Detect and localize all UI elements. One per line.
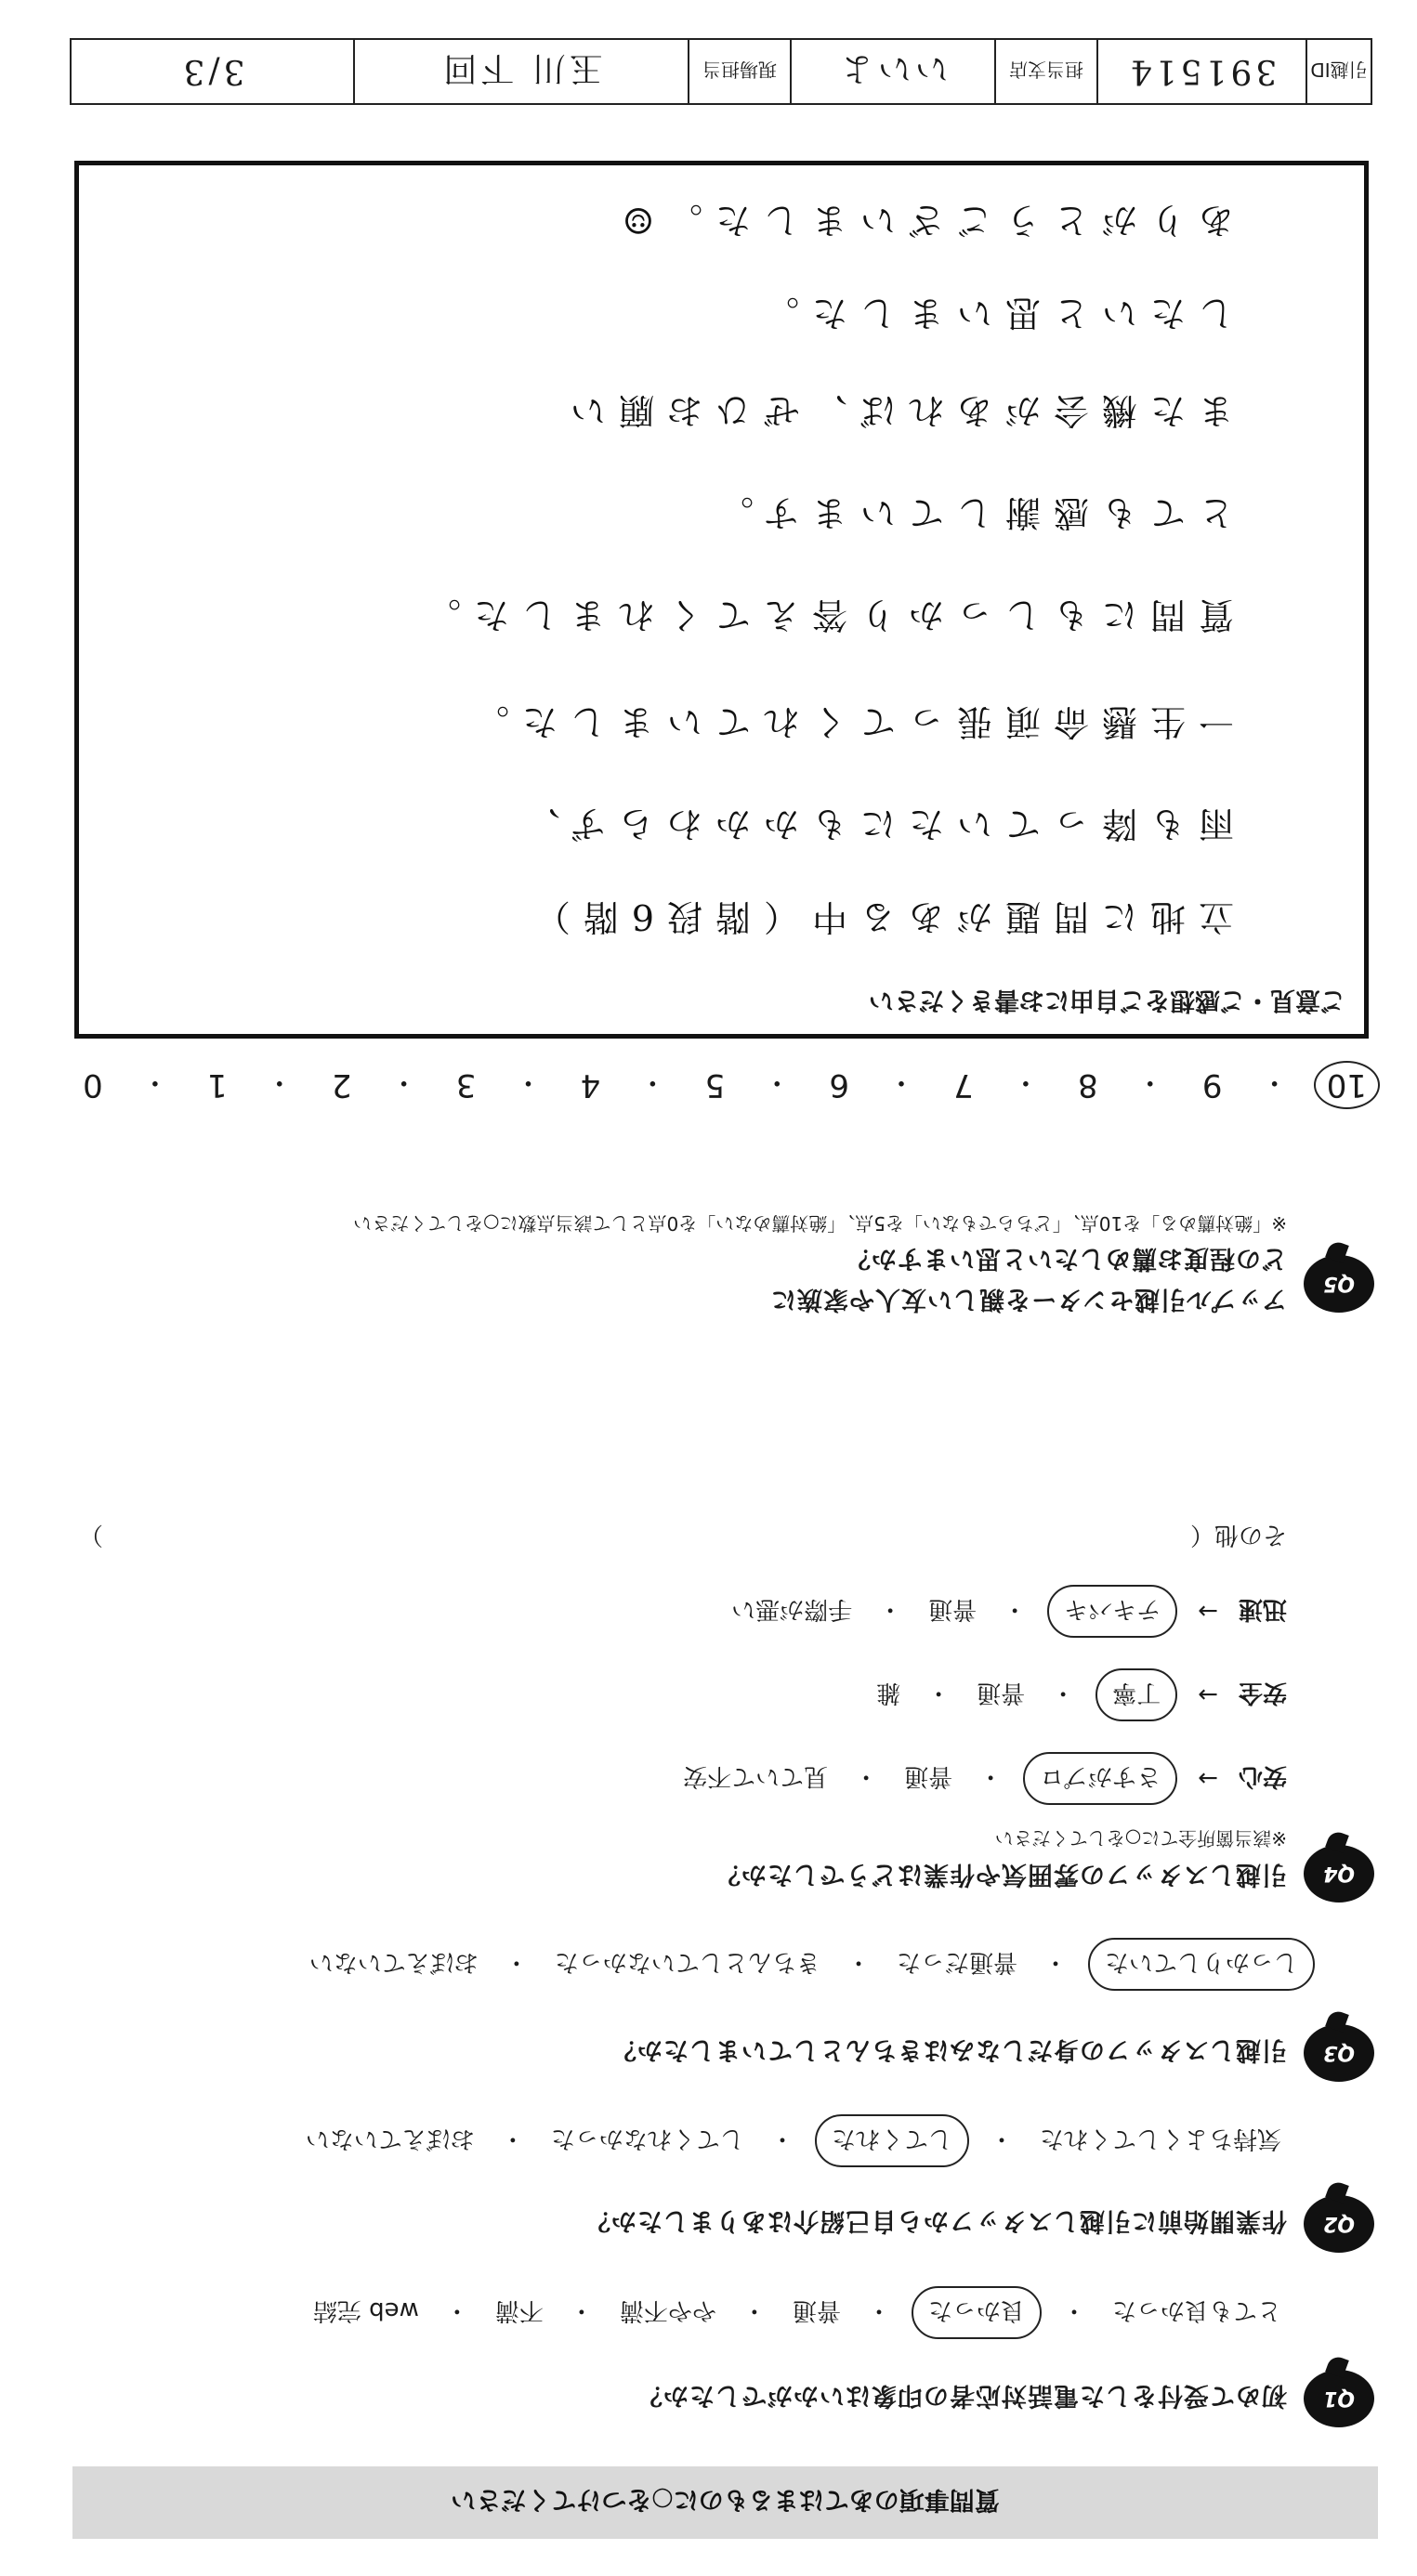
staff-label-cell: 現場担当 <box>688 40 790 103</box>
arrow-right-icon: → <box>1198 1597 1218 1626</box>
q4-option-selected[interactable]: さすがプロ <box>1023 1752 1177 1805</box>
handwritten-line: 質問にもしっかり答えてくれました。 <box>412 595 1234 635</box>
branch-value-cell: いいよ <box>790 40 994 103</box>
q3-option-selected[interactable]: しっかりしていた <box>1088 1938 1315 1991</box>
q1-option[interactable]: やや不満 <box>619 2296 716 2324</box>
q4-row-jinsoku: 迅速 → テキパキ ・ 普通 ・ 手際が悪い <box>726 1585 1287 1638</box>
page-marker-cell: 3/3 <box>179 52 245 91</box>
q4-option-selected[interactable]: 丁寧 <box>1096 1668 1177 1721</box>
q5-text-line2: どの程度お薦めしたいと思いますか？ <box>845 1244 1287 1273</box>
q1-option[interactable]: 普通 <box>792 2296 841 2324</box>
q1-text: 初めて受付をした電話対応者の印象はいかがでしたか？ <box>636 2381 1287 2410</box>
q4-note: ※該当箇所全てに○をしてください <box>994 1827 1287 1850</box>
q4-option-selected[interactable]: テキパキ <box>1047 1585 1177 1638</box>
q1-option[interactable]: 不満 <box>494 2296 544 2324</box>
q2-options: 気持ちよくしてくれた ・ してくれた ・ してくれなかった ・ おぼえていない <box>300 2114 1287 2167</box>
scale-option[interactable]: 2 <box>331 1066 352 1104</box>
instruction-band <box>72 2466 1378 2539</box>
q4-row-label: 安全 <box>1238 1679 1287 1706</box>
scale-option[interactable]: 5 <box>704 1066 726 1104</box>
q2-option[interactable]: してくれなかった <box>550 2125 744 2152</box>
q2-option[interactable]: おぼえていない <box>305 2125 475 2152</box>
handwritten-line: また機会があれば、ぜひお願い <box>557 390 1234 431</box>
q3-badge: Q3 <box>1304 2024 1374 2082</box>
q1-badge: Q1 <box>1304 2370 1374 2427</box>
header-info-table <box>70 38 1372 105</box>
q4-other-label: その他（ <box>1189 1521 1287 1549</box>
q4-badge: Q4 <box>1304 1845 1374 1903</box>
q1-option[interactable]: とても良かった <box>1111 2296 1281 2324</box>
q4-option[interactable]: 普通 <box>928 1595 977 1623</box>
q3-option[interactable]: きちんとしていなかった <box>554 1948 820 1976</box>
scale-option[interactable]: 8 <box>1078 1066 1098 1104</box>
q4-option[interactable]: 普通 <box>977 1679 1026 1706</box>
q4-row-anshin: 安心 → さすがプロ ・ 普通 ・ 見ていて不安 <box>677 1752 1287 1805</box>
q4-text: 引越しスタッフの雰囲気や作業はどうでしたか？ <box>715 1860 1287 1889</box>
handwritten-line: 立地に問題がある中（階段6階） <box>521 896 1234 937</box>
handwritten-line: したいと思いました。 <box>750 293 1234 333</box>
q1-options: とても良かった ・ 良かった ・ 普通 ・ やや不満 ・ 不満 ・ web 完結 <box>308 2286 1287 2339</box>
q4-other-close: ） <box>79 1521 104 1549</box>
q2-option[interactable]: 気持ちよくしてくれた <box>1039 2125 1281 2152</box>
id-label-cell: 引越ID <box>1305 40 1371 103</box>
scale-option[interactable]: 0 <box>83 1066 103 1104</box>
q1-option[interactable]: web 完結 <box>312 2296 419 2324</box>
scale-option[interactable]: 9 <box>1201 1066 1223 1104</box>
q4-row-label: 安心 <box>1238 1762 1287 1790</box>
q3-text: 引越しスタッフの身だしなみはきちんとしていましたか？ <box>610 2035 1287 2064</box>
q4-option[interactable]: 雑 <box>876 1679 901 1706</box>
comment-heading: ご意見・ご感想をご自由にお書きください <box>869 986 1345 1014</box>
q2-option-selected[interactable]: してくれた <box>815 2114 969 2167</box>
scale-option[interactable]: 3 <box>455 1066 477 1104</box>
q5-note: ※「絶対薦める」を10点、「どちらでもない」を5点、「絶対薦めない」を0点として該当点数に○をしてください <box>353 1212 1287 1235</box>
scale-option-selected[interactable]: 10 <box>1314 1061 1380 1109</box>
arrow-right-icon: → <box>1198 1680 1218 1709</box>
id-value-cell: 391514 <box>1096 40 1305 103</box>
q4-option[interactable]: 普通 <box>904 1762 953 1790</box>
q1-option-selected[interactable]: 良かった <box>912 2286 1042 2339</box>
handwritten-line: とても感謝しています。 <box>705 492 1234 533</box>
q3-options: しっかりしていた ・ 普通だった ・ きちんとしていなかった ・ おぼえていない <box>304 1938 1315 1991</box>
comment-box[interactable] <box>74 161 1369 1039</box>
q4-option[interactable]: 見ていて不安 <box>683 1762 829 1790</box>
instruction-text: 質問事項のあてはまるものに○をつけてください <box>451 2485 1000 2515</box>
q3-option[interactable]: 普通だった <box>896 1948 1017 1976</box>
q5-badge: Q5 <box>1304 1255 1374 1313</box>
q5-text-line1: アップル引越センターを親しい友人や家族に <box>770 1285 1287 1314</box>
q4-other-row <box>79 1520 1287 1554</box>
scale-option[interactable]: 4 <box>580 1066 601 1104</box>
q2-text: 作業開始前に引越しスタッフから自己紹介はありましたか？ <box>584 2206 1287 2235</box>
scale-option[interactable]: 6 <box>829 1066 849 1104</box>
handwritten-line: ありがとうございました。☺ <box>609 200 1234 241</box>
q3-option[interactable]: おぼえていない <box>308 1948 479 1976</box>
q4-option[interactable]: 手際が悪い <box>731 1595 853 1623</box>
branch-label-cell: 担当支店 <box>994 40 1096 103</box>
scale-option[interactable]: 1 <box>207 1066 228 1104</box>
handwritten-line: 雨も降っていたにもかかわらず、 <box>512 804 1234 844</box>
q4-row-label: 迅速 <box>1238 1595 1287 1623</box>
staff-value-cell: 玉川 下回 <box>353 40 688 103</box>
q4-row-anzen: 安全 → 丁寧 ・ 普通 ・ 雑 <box>871 1668 1287 1721</box>
arrow-right-icon: → <box>1198 1764 1218 1793</box>
handwritten-line: 一生懸命頑張ってくれていました。 <box>460 701 1234 742</box>
q2-badge: Q2 <box>1304 2195 1374 2253</box>
scale-option[interactable]: 7 <box>953 1066 974 1104</box>
q5-scale: 10 ・ 9 ・ 8 ・ 7 ・ 6 ・ 5 ・ 4 ・ 3 ・ 2 ・ 1 ・ 0 <box>70 1053 1380 1118</box>
